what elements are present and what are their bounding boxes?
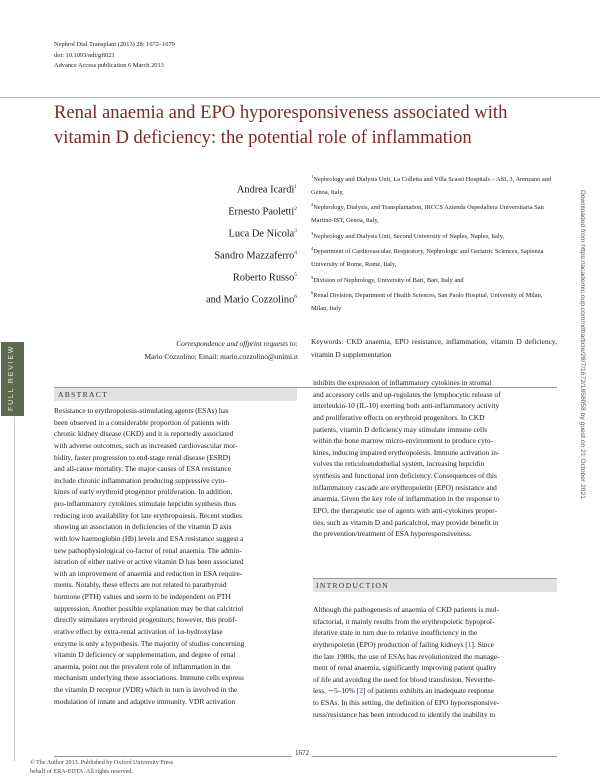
author-entry[interactable] — [150, 178, 297, 200]
introduction-line: of life and avoiding the need for blood transfusion. Neverthe- — [313, 674, 495, 684]
keywords-block — [311, 336, 557, 361]
author-list — [150, 178, 297, 310]
introduction-line: to ESAs. In this setting, the definition of EPO hyporesponsive- — [313, 698, 500, 707]
journal-doi[interactable]: doi: 10.1093/ndt/gft021 — [54, 51, 115, 59]
author-name: Ernesto Paoletti — [228, 206, 295, 218]
author-affiliation-marker: 6 — [294, 294, 297, 301]
introduction-line: tifactorial, it mainly results from the erythropoietic hypoprol- — [313, 616, 495, 626]
reference-link-1[interactable]: 1 — [467, 639, 472, 649]
abstract-line: suppression. Another possible explanation may be that calcitriol — [54, 603, 244, 613]
introduction-line: iferative state in turn due to relative insufficiency in the — [313, 628, 478, 638]
abstract-line: showing an association in deficiencies of the vitamin D axis — [54, 522, 232, 532]
abstract-heading: ABSTRACT — [58, 390, 109, 399]
download-watermark — [578, 190, 596, 710]
affiliation-marker: 3 — [311, 230, 314, 236]
abstract-line: patients, vitamin D deficiency may stimulate immune cells — [313, 424, 488, 434]
author-affiliation-marker: 2 — [294, 206, 297, 213]
abstract-line: the prevention/treatment of ESA hyporesponsiveness. — [313, 529, 472, 539]
author-name: and Mario Cozzolino — [205, 294, 295, 306]
abstract-line: with adverse outcomes, such as increased cardiovascular mor- — [54, 440, 238, 450]
abstract-line: anaemia. Given the key role of inflammation in the response to — [313, 494, 500, 504]
abstract-line: enzyme is only a hypothesis. The majority of studies concerning — [54, 638, 245, 648]
abstract-line: pro-inflammatory cytokines stimulate hepcidin synthesis thus — [54, 499, 237, 508]
abstract-line: istration of either native or active vitamin D has been associated — [54, 557, 244, 567]
abstract-line: hormone (PTH) values and seem to be independent on PTH — [54, 592, 231, 601]
abstract-line: mechanism underlying these associations. Immune cells express — [54, 673, 244, 683]
affiliation-text: Renal Division, Department of Health Sciences, San Paolo Hospital, University of Milan, Milan, Italy — [311, 292, 543, 313]
page-number: 1672 — [292, 749, 312, 757]
author-entry[interactable] — [150, 266, 297, 288]
author-name: Andrea Icardi — [236, 184, 295, 196]
affiliation-marker: 2 — [311, 202, 314, 208]
abstract-line: include chronic inflammation producing suppressive cyto- — [54, 475, 227, 485]
abstract-line: and proliferative effects on erythroid progenitors. In CKD — [313, 412, 485, 422]
affiliation-marker: 5 — [311, 274, 314, 280]
affiliation-marker: 1 — [311, 174, 314, 179]
abstract-line: ties, such as vitamin D and paricalcitol, may provide benefit in — [313, 517, 499, 527]
download-watermark-text[interactable]: Downloaded from https://academic.oup.com/ndt/article/28/7/1672/1858058 by guest on 21 October 2021 — [578, 190, 586, 499]
abstract-line: with low haemoglobin (Hb) levels and ESA resistance suggest a — [54, 533, 244, 543]
abstract-line: new pathophysiological co-factor of renal anaemia. The admin- — [54, 545, 242, 555]
abstract-line: synthesis and functional iron deficiency. Consequences of this — [313, 471, 497, 480]
introduction-heading: INTRODUCTION — [316, 581, 389, 590]
journal-citation: Nephrol Dial Transplant (2013) 28: 1672–1679 — [54, 41, 175, 48]
author-name: Luca De Nicola — [228, 228, 295, 240]
abstract-line: inhibits the expression of inflammatory cytokines in stromal — [313, 378, 492, 387]
introduction-line-text: less, ∼5–10% [ — [313, 686, 360, 696]
introduction-line: the late 1980s, the use of ESAs has revolutionized the manage- — [313, 651, 500, 661]
affiliation-item — [311, 228, 557, 244]
abstract-line: EPO, the therapeutic use of agents with anti-cytokines proper- — [313, 505, 497, 515]
abstract-line: ments. Notably, these effects are not related to parathyroid — [54, 580, 227, 590]
affiliation-item — [311, 171, 557, 199]
affiliation-text: Division of Nephrology, University of Bari, Bari, Italy and — [313, 276, 464, 284]
affiliation-list — [311, 171, 557, 316]
side-divider — [14, 417, 15, 761]
keywords-text: CKD anaemia, EPO resistance, inflammation, vitamin D deficiency, vitamin D supplementation — [311, 337, 557, 359]
affiliation-text: Nephrology and Dialysis Unit, Second University of Naples, Naples, Italy, — [313, 232, 505, 240]
copyright-notice — [30, 759, 173, 776]
affiliation-marker: 6 — [311, 290, 314, 296]
introduction-heading-bar — [313, 579, 557, 592]
author-name: Roberto Russo — [232, 272, 295, 284]
abstract-line: anaemia, point out the prevalent role of inflammation in the — [54, 661, 231, 671]
author-name: Sandro Mazzaferro — [214, 250, 295, 262]
side-tab-label: FULL REVIEW — [8, 344, 15, 411]
abstract-line: inflammatory cascade are erythropoietin (EPO) resistance and — [313, 482, 497, 492]
author-affiliation-marker: 5 — [294, 272, 297, 279]
abstract-line: within the bone marrow micro-environment to produce cyto- — [313, 436, 493, 446]
abstract-line: and all-cause mortality. The major causes of ESA resistance — [54, 464, 231, 474]
introduction-line: Although the pathogenesis of anaemia of CKD patients is mul- — [313, 605, 500, 614]
journal-info — [54, 40, 175, 72]
abstract-line: the vitamin D receptor (VDR) which in turn is involved in the — [54, 685, 238, 694]
affiliation-item — [311, 199, 557, 227]
abstract-left-column — [54, 405, 297, 707]
introduction-line-text: ] of patients exhibits an inadequate response — [362, 686, 494, 696]
introduction-line-text: ]. Since — [471, 639, 495, 649]
introduction-line: ment of renal anaemia, significantly improving patient quality — [313, 663, 497, 673]
copyright-line: © The Author 2013. Published by Oxford University Press — [30, 760, 174, 766]
affiliation-item — [311, 243, 557, 271]
copyright-line: behalf of ERA-EDTA. All rights reserved. — [30, 768, 133, 775]
section-side-tab — [1, 342, 24, 416]
abstract-line: directly stimulates erythroid progenitors; however, this prolif- — [54, 615, 237, 625]
keywords-label: Keywords: — [311, 337, 344, 346]
author-entry[interactable] — [150, 244, 297, 266]
header-divider — [0, 97, 600, 98]
abstract-right-column — [313, 377, 557, 540]
correspondence-email[interactable]: Mario Cozzolino; Email: mario.cozzolino@unimi.it — [144, 351, 298, 361]
introduction-line — [313, 639, 557, 651]
introduction-text — [313, 604, 557, 720]
abstract-line: been observed in a considerable proportion of patients with — [54, 417, 230, 427]
affiliation-text: Nephrology, Dialysis, and Transplantation, IRCCS Azienda Ospedaliera Universitaria San Martino-IST, Genoa, Italy, — [311, 204, 544, 225]
abstract-line: modulation of innate and adaptive immunity. VDR activation — [54, 696, 236, 706]
introduction-line-text: erythropoietin (EPO) production of failing kidneys [ — [313, 639, 468, 649]
abstract-line: chronic kidney disease (CKD) and it is reportedly associated — [54, 429, 234, 439]
abstract-line: reducing iron availability for late erythropoiesis. Recent studies — [54, 510, 242, 520]
author-affiliation-marker: 4 — [294, 250, 297, 257]
author-affiliation-marker: 1 — [294, 184, 297, 190]
reference-link-2[interactable]: 2 — [359, 686, 363, 696]
introduction-line: ness/resistance has been introduced to identify the inability to — [313, 709, 496, 719]
abstract-heading-bar — [54, 388, 297, 401]
abstract-line: kines, inducing impaired erythropoiesis. Immune activation in- — [313, 447, 500, 457]
affiliation-text: Department of Cardiovascular, Respiratory, Nephrologic and Geriatric Sciences, Sapienza University of Rome, Rome, Italy, — [311, 248, 544, 269]
affiliation-item — [311, 272, 557, 288]
abstract-line: with an improvement of anaemia and reduction in ESA require- — [54, 568, 243, 578]
journal-access-date: Advance Access publication 6 March 2013 — [54, 62, 164, 69]
author-entry[interactable] — [150, 288, 297, 310]
abstract-line: volves the reticuloendothelial system, increasing hepcidin — [313, 459, 485, 469]
author-entry[interactable] — [150, 222, 297, 244]
abstract-line: interleukin-10 (IL-10) exerting both anti-inflammatory activity — [313, 401, 500, 411]
abstract-line: Resistance to erythropoiesis-stimulating agents (ESAs) has — [54, 406, 229, 415]
abstract-line: and accessory cells and up-regulates the lymphocytic release of — [313, 389, 501, 399]
author-affiliation-marker: 3 — [294, 228, 297, 235]
correspondence-label: Correspondence and offprint requests to: — [176, 339, 298, 348]
correspondence-block — [70, 338, 298, 363]
abstract-line: vitamin D deficiency or supplementation, and degree of renal — [54, 650, 236, 660]
affiliation-item — [311, 287, 557, 315]
author-entry[interactable] — [150, 200, 297, 222]
affiliation-marker: 4 — [311, 246, 314, 252]
introduction-line — [313, 685, 557, 697]
article-title: Renal anaemia and EPO hyporesponsiveness associated with vitamin D deficiency: the potential role of inflammation — [54, 102, 508, 148]
abstract-line: kines of early erythroid progenitor proliferation. In addition, — [54, 487, 233, 497]
affiliation-text: Nephrology and Dialysis Unit, La Colletta and Villa Scassi Hospitals – ASL 3, Arenzano and Genoa, Italy, — [311, 176, 552, 196]
abstract-line: bidity, faster progression to end-stage renal disease (ESRD) — [54, 452, 231, 462]
abstract-line: erative effect by extra-renal activation of 1α-hydroxylase — [54, 626, 223, 636]
